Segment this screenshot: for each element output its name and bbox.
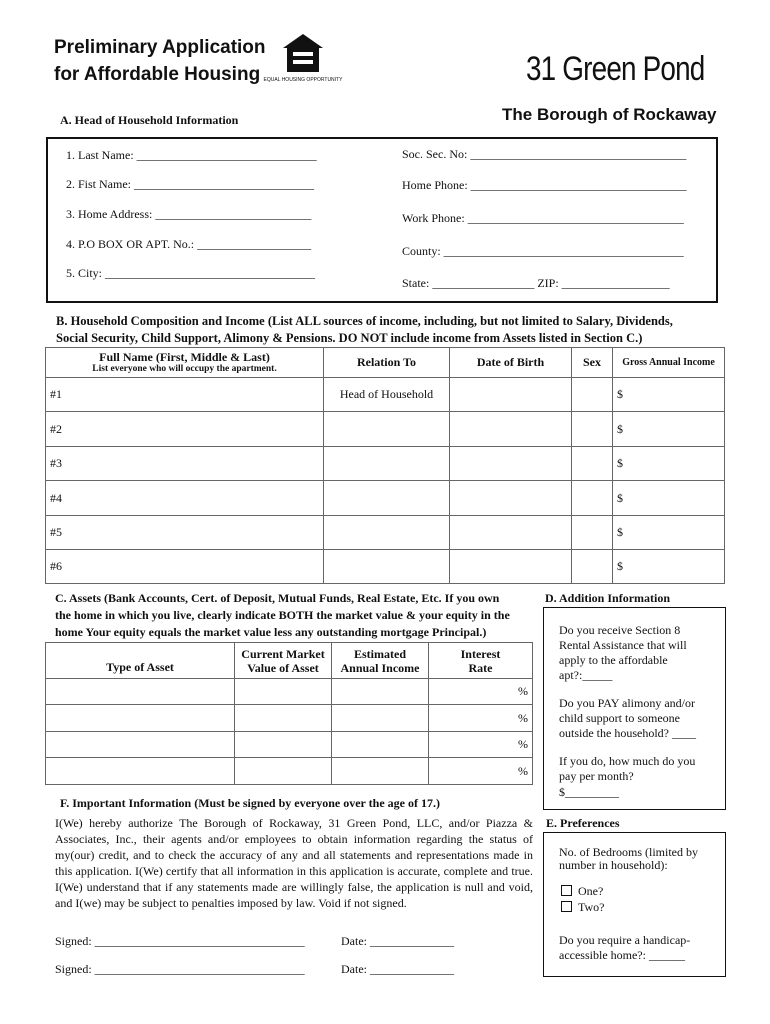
- monthly-amount-question: If you do, how much do you pay per month?: [559, 754, 696, 783]
- relation-cell[interactable]: Head of Household: [324, 378, 450, 412]
- asset-value-cell[interactable]: [235, 705, 332, 732]
- asset-rate-cell[interactable]: %: [429, 732, 533, 758]
- section-e-heading: E. Preferences: [546, 816, 620, 830]
- row-number: #2: [46, 412, 324, 447]
- home-address-field[interactable]: 3. Home Address: __________________________: [66, 207, 312, 221]
- relation-cell[interactable]: [324, 516, 450, 550]
- dob-cell[interactable]: [450, 447, 572, 481]
- bedrooms-label: No. of Bedrooms (limited by number in household):: [559, 845, 698, 872]
- option-one[interactable]: [561, 884, 603, 899]
- table-row[interactable]: [46, 412, 725, 447]
- equal-housing-logo: [263, 32, 343, 84]
- asset-income-cell[interactable]: [332, 679, 429, 705]
- asset-rate-cell[interactable]: %: [429, 705, 533, 732]
- asset-rate-cell[interactable]: %: [429, 758, 533, 785]
- date-field-1[interactable]: Date: ______________: [341, 934, 454, 948]
- section-f-heading: F. Important Information (Must be signed by everyone over the age of 17.): [60, 796, 440, 810]
- sex-cell[interactable]: [572, 447, 613, 481]
- income-cell[interactable]: $: [613, 481, 725, 516]
- col-relation: Relation To: [324, 348, 450, 378]
- title-line-2: for Affordable Housing: [54, 64, 261, 85]
- table-row[interactable]: [46, 758, 533, 785]
- sex-cell[interactable]: [572, 378, 613, 412]
- asset-income-cell[interactable]: [332, 705, 429, 732]
- option-two-label: Two?: [578, 900, 605, 914]
- asset-type-cell[interactable]: [46, 758, 235, 785]
- section-c-heading: [55, 590, 540, 641]
- work-phone-field[interactable]: Work Phone: ____________________________________: [402, 211, 684, 225]
- signature-field-2[interactable]: Signed: ___________________________________: [55, 962, 305, 976]
- asset-type-cell[interactable]: [46, 679, 235, 705]
- sex-cell[interactable]: [572, 481, 613, 516]
- asset-value-cell[interactable]: [235, 679, 332, 705]
- income-cell[interactable]: $: [613, 516, 725, 550]
- table-row[interactable]: [46, 550, 725, 584]
- relation-cell[interactable]: [324, 481, 450, 516]
- authorization-paragraph: I(We) hereby authorize The Borough of Rockaway, 31 Green Pond, LLC, and/or Piazza & Associates, Inc., their agents and/or employees to obtain information regarding the status of my(our) credit, and to check the accuracy of any and all statements and representations made in this application. I(We) certify that all information in this application is accurate, complete and true. I(We) understand that if any statements made are willingly false, the application is null and void, and I(we) may be subject to penalties imposed by law. Void if not signed.: [55, 816, 533, 910]
- col-interest-rate-2: Rate: [468, 660, 493, 675]
- asset-value-cell[interactable]: [235, 758, 332, 785]
- col-annual-income: [332, 643, 429, 679]
- household-table: [45, 347, 725, 584]
- option-one-label: One?: [578, 884, 604, 898]
- asset-type-cell[interactable]: [46, 732, 235, 758]
- table-row[interactable]: [46, 732, 533, 758]
- col-dob: Date of Birth: [450, 348, 572, 378]
- income-cell[interactable]: $: [613, 378, 725, 412]
- first-name-field[interactable]: 2. Fist Name: ______________________________: [66, 177, 314, 191]
- section-b-heading: [56, 313, 673, 347]
- dob-cell[interactable]: [450, 412, 572, 447]
- alimony-question[interactable]: Do you PAY alimony and/or child support to someone outside the household? ____: [559, 696, 696, 740]
- row-number: #6: [46, 550, 324, 584]
- section-c-heading-line-3: home Your equity equals the market value less any outstanding mortgage Principal.): [55, 625, 487, 639]
- household-header-row: [46, 348, 725, 378]
- table-row[interactable]: [46, 481, 725, 516]
- checkbox-two[interactable]: [561, 901, 572, 912]
- ssn-field[interactable]: Soc. Sec. No: ____________________________________: [402, 147, 687, 161]
- section-a-heading: A. Head of Household Information: [60, 113, 239, 127]
- svg-text:EQUAL HOUSING OPPORTUNITY: EQUAL HOUSING OPPORTUNITY: [263, 77, 343, 83]
- last-name-field[interactable]: 1. Last Name: ______________________________: [66, 148, 317, 162]
- col-market-value-2: Value of Asset: [247, 660, 319, 675]
- row-number: #5: [46, 516, 324, 550]
- income-cell[interactable]: $: [613, 550, 725, 584]
- col-full-name: [46, 348, 324, 378]
- col-full-name-label: Full Name (First, Middle & Last): [99, 349, 270, 364]
- sex-cell[interactable]: [572, 516, 613, 550]
- sex-cell[interactable]: [572, 550, 613, 584]
- form-title: [54, 34, 266, 88]
- city-field[interactable]: 5. City: ___________________________________: [66, 266, 316, 280]
- col-income: Gross Annual Income: [613, 348, 725, 378]
- county-field[interactable]: County: ________________________________________: [402, 244, 684, 258]
- col-sex: Sex: [572, 348, 613, 378]
- property-name: 31 Green Pond: [526, 50, 705, 88]
- section-c-heading-line-2: the home in which you live, clearly indicate BOTH the market value & your equity in the: [55, 608, 510, 622]
- relation-cell[interactable]: [324, 550, 450, 584]
- relation-cell[interactable]: [324, 447, 450, 481]
- col-market-value: [235, 643, 332, 679]
- po-box-field[interactable]: 4. P.O BOX OR APT. No.: ___________________: [66, 237, 312, 251]
- asset-rate-cell[interactable]: %: [429, 679, 533, 705]
- income-cell[interactable]: $: [613, 447, 725, 481]
- title-line-1: Preliminary Application: [54, 37, 266, 58]
- date-field-2[interactable]: Date: ______________: [341, 962, 454, 976]
- dob-cell[interactable]: [450, 481, 572, 516]
- checkbox-one[interactable]: [561, 885, 572, 896]
- table-row[interactable]: [46, 705, 533, 732]
- table-row[interactable]: [46, 679, 533, 705]
- table-row[interactable]: [46, 447, 725, 481]
- dob-cell[interactable]: [450, 516, 572, 550]
- handicap-question[interactable]: Do you require a handicap-accessible home?: ______: [559, 933, 691, 962]
- dob-cell[interactable]: [450, 378, 572, 412]
- monthly-amount-field[interactable]: $_________: [559, 785, 619, 799]
- row-number: #1: [46, 378, 324, 412]
- option-two[interactable]: [561, 900, 604, 915]
- signature-field-1[interactable]: Signed: ___________________________________: [55, 934, 305, 948]
- section-b-heading-line-2: Social Security, Child Support, Alimony & Pensions. DO NOT include income from Assets listed in Section C.): [56, 331, 643, 345]
- asset-income-cell[interactable]: [332, 732, 429, 758]
- asset-income-cell[interactable]: [332, 758, 429, 785]
- section-d-heading: D. Addition Information: [545, 591, 671, 605]
- table-row[interactable]: [46, 378, 725, 412]
- col-type-of-asset: Type of Asset: [46, 643, 235, 679]
- col-annual-income-2: Annual Income: [340, 660, 420, 675]
- col-full-name-sub: List everyone who will occupy the apartment.: [92, 363, 277, 374]
- asset-value-cell[interactable]: [235, 732, 332, 758]
- assets-table: [45, 642, 533, 785]
- state-zip-field[interactable]: State: _________________ ZIP: __________________: [402, 276, 670, 290]
- house-icon: [263, 32, 343, 84]
- row-number: #3: [46, 447, 324, 481]
- income-cell[interactable]: $: [613, 412, 725, 447]
- col-market-value-1: Current Market: [241, 646, 325, 661]
- section8-question[interactable]: Do you receive Section 8 Rental Assistance that will apply to the affordable apt?:_____: [559, 623, 687, 682]
- assets-header-row: [46, 643, 533, 679]
- borough-name: The Borough of Rockaway: [502, 105, 717, 124]
- relation-cell[interactable]: [324, 412, 450, 447]
- col-interest-rate: [429, 643, 533, 679]
- section-c-heading-line-1: C. Assets (Bank Accounts, Cert. of Deposit, Mutual Funds, Real Estate, Etc. If you own: [55, 591, 500, 605]
- home-phone-field[interactable]: Home Phone: ____________________________________: [402, 178, 687, 192]
- col-annual-income-1: Estimated: [354, 646, 406, 661]
- section-b-heading-line-1: B. Household Composition and Income (List ALL sources of income, including, but not limited to Salary, Dividends,: [56, 314, 673, 328]
- col-interest-rate-1: Interest: [460, 646, 501, 661]
- row-number: #4: [46, 481, 324, 516]
- sex-cell[interactable]: [572, 412, 613, 447]
- table-row[interactable]: [46, 516, 725, 550]
- asset-type-cell[interactable]: [46, 705, 235, 732]
- dob-cell[interactable]: [450, 550, 572, 584]
